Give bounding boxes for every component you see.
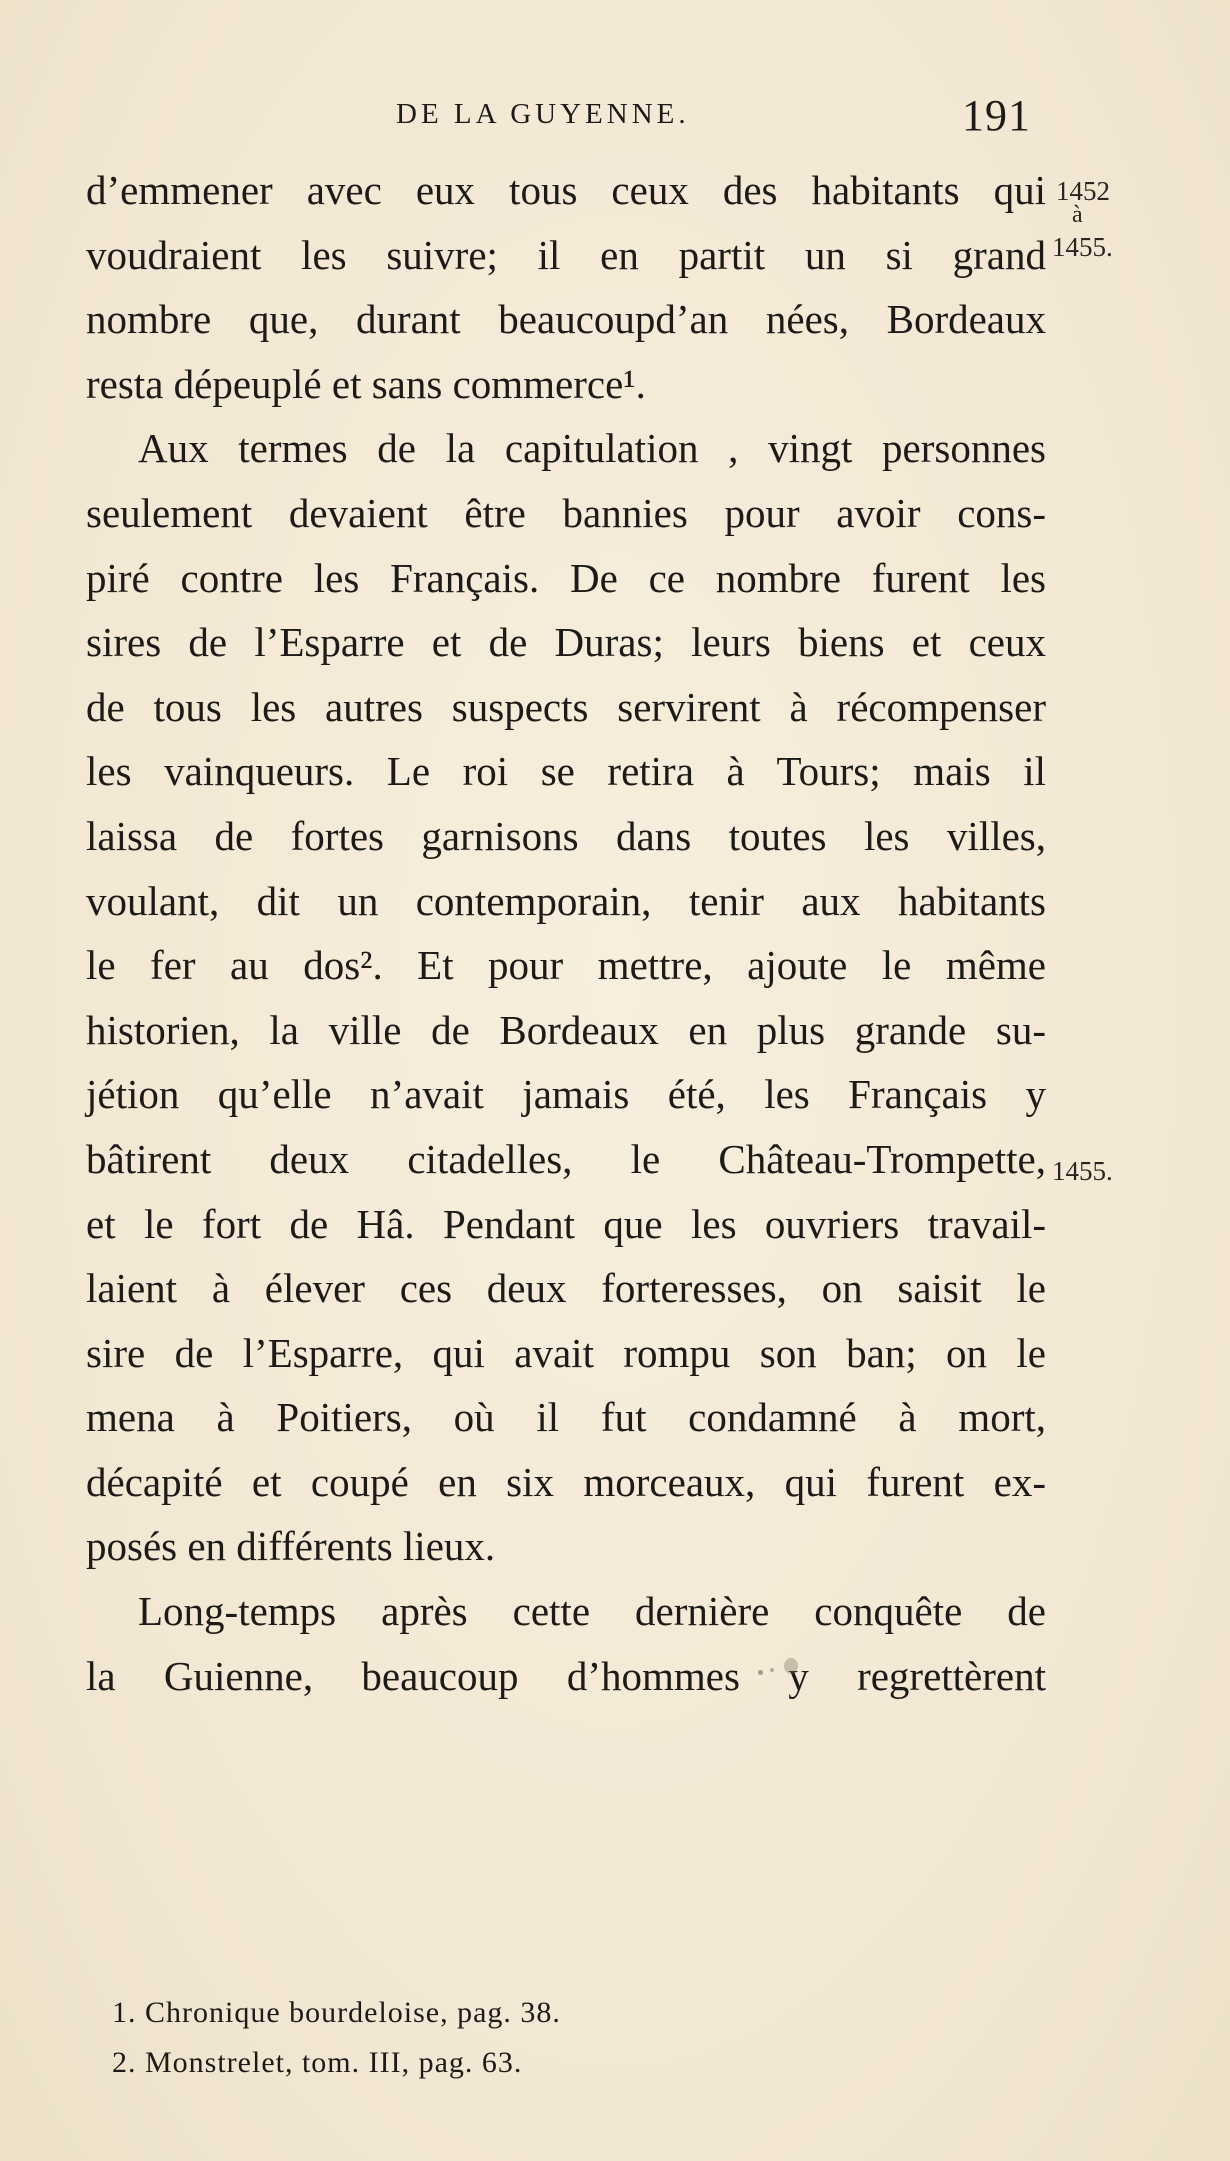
- text-line: sire de l’Esparre, qui avait rompu son ban; on le: [86, 1329, 1046, 1376]
- text-line: la Guienne, beaucoup d’hommes y regrettèrent: [86, 1652, 1046, 1699]
- page-number: 191: [962, 91, 1031, 140]
- text-line: mena à Poitiers, où il fut condamné à mort,: [86, 1394, 1046, 1441]
- footnote-1: 1. Chronique bourdeloise, pag. 38.: [112, 1996, 561, 2029]
- text-line: voulant, dit un contemporain, tenir aux habitants: [86, 877, 1046, 924]
- text-line: sires de l’Esparre et de Duras; leurs biens et ceux: [86, 619, 1046, 666]
- main-text: [86, 158, 1046, 1708]
- text-line: posés en différents lieux.: [86, 1523, 496, 1570]
- margin-year-second: 1455.: [1052, 1156, 1113, 1186]
- text-line: jétion qu’elle n’avait jamais été, les Français y: [86, 1071, 1046, 1118]
- margin-year-start: 1452: [1056, 176, 1110, 206]
- text-line: piré contre les Français. De ce nombre furent les: [86, 554, 1046, 601]
- running-head-title: DE LA GUYENNE.: [396, 98, 690, 130]
- ink-stain-decoration: [728, 1658, 818, 1678]
- text-line: d’emmener avec eux tous ceux des habitants qui: [86, 167, 1046, 213]
- text-line: le fer au dos². Et pour mettre, ajoute le même: [86, 942, 1046, 989]
- text-line: laissa de fortes garnisons dans toutes les villes,: [86, 812, 1046, 859]
- text-line: nombre que, durant beaucoupd’an nées, Bordeaux: [86, 296, 1046, 343]
- text-line: et le fort de Hâ. Pendant que les ouvriers travail-: [86, 1200, 1046, 1247]
- text-line: les vainqueurs. Le roi se retira à Tours; mais il: [86, 748, 1046, 795]
- text-line: historien, la ville de Bordeaux en plus grande su-: [86, 1006, 1046, 1053]
- margin-year-end: 1455.: [1052, 232, 1113, 262]
- text-line: bâtirent deux citadelles, le Château-Trompette,: [86, 1135, 1046, 1182]
- margin-connector: à: [1072, 202, 1083, 228]
- text-line-paragraph-start: Aux termes de la capitulation , vingt personnes: [138, 425, 1046, 472]
- text-line-paragraph-start: Long-temps après cette dernière conquête de: [138, 1588, 1046, 1635]
- footnote-2: 2. Monstrelet, tom. III, pag. 63.: [112, 2046, 523, 2079]
- text-line: de tous les autres suspects servirent à récompenser: [86, 683, 1046, 730]
- text-line: resta dépeuplé et sans commerce¹.: [86, 360, 646, 407]
- text-line: décapité et coupé en six morceaux, qui furent ex-: [86, 1458, 1046, 1505]
- text-line: voudraient les suivre; il en partit un si grand: [86, 231, 1046, 278]
- text-line: laient à élever ces deux forteresses, on saisit le: [86, 1265, 1046, 1312]
- text-line: seulement devaient être bannies pour avoir cons-: [86, 489, 1046, 536]
